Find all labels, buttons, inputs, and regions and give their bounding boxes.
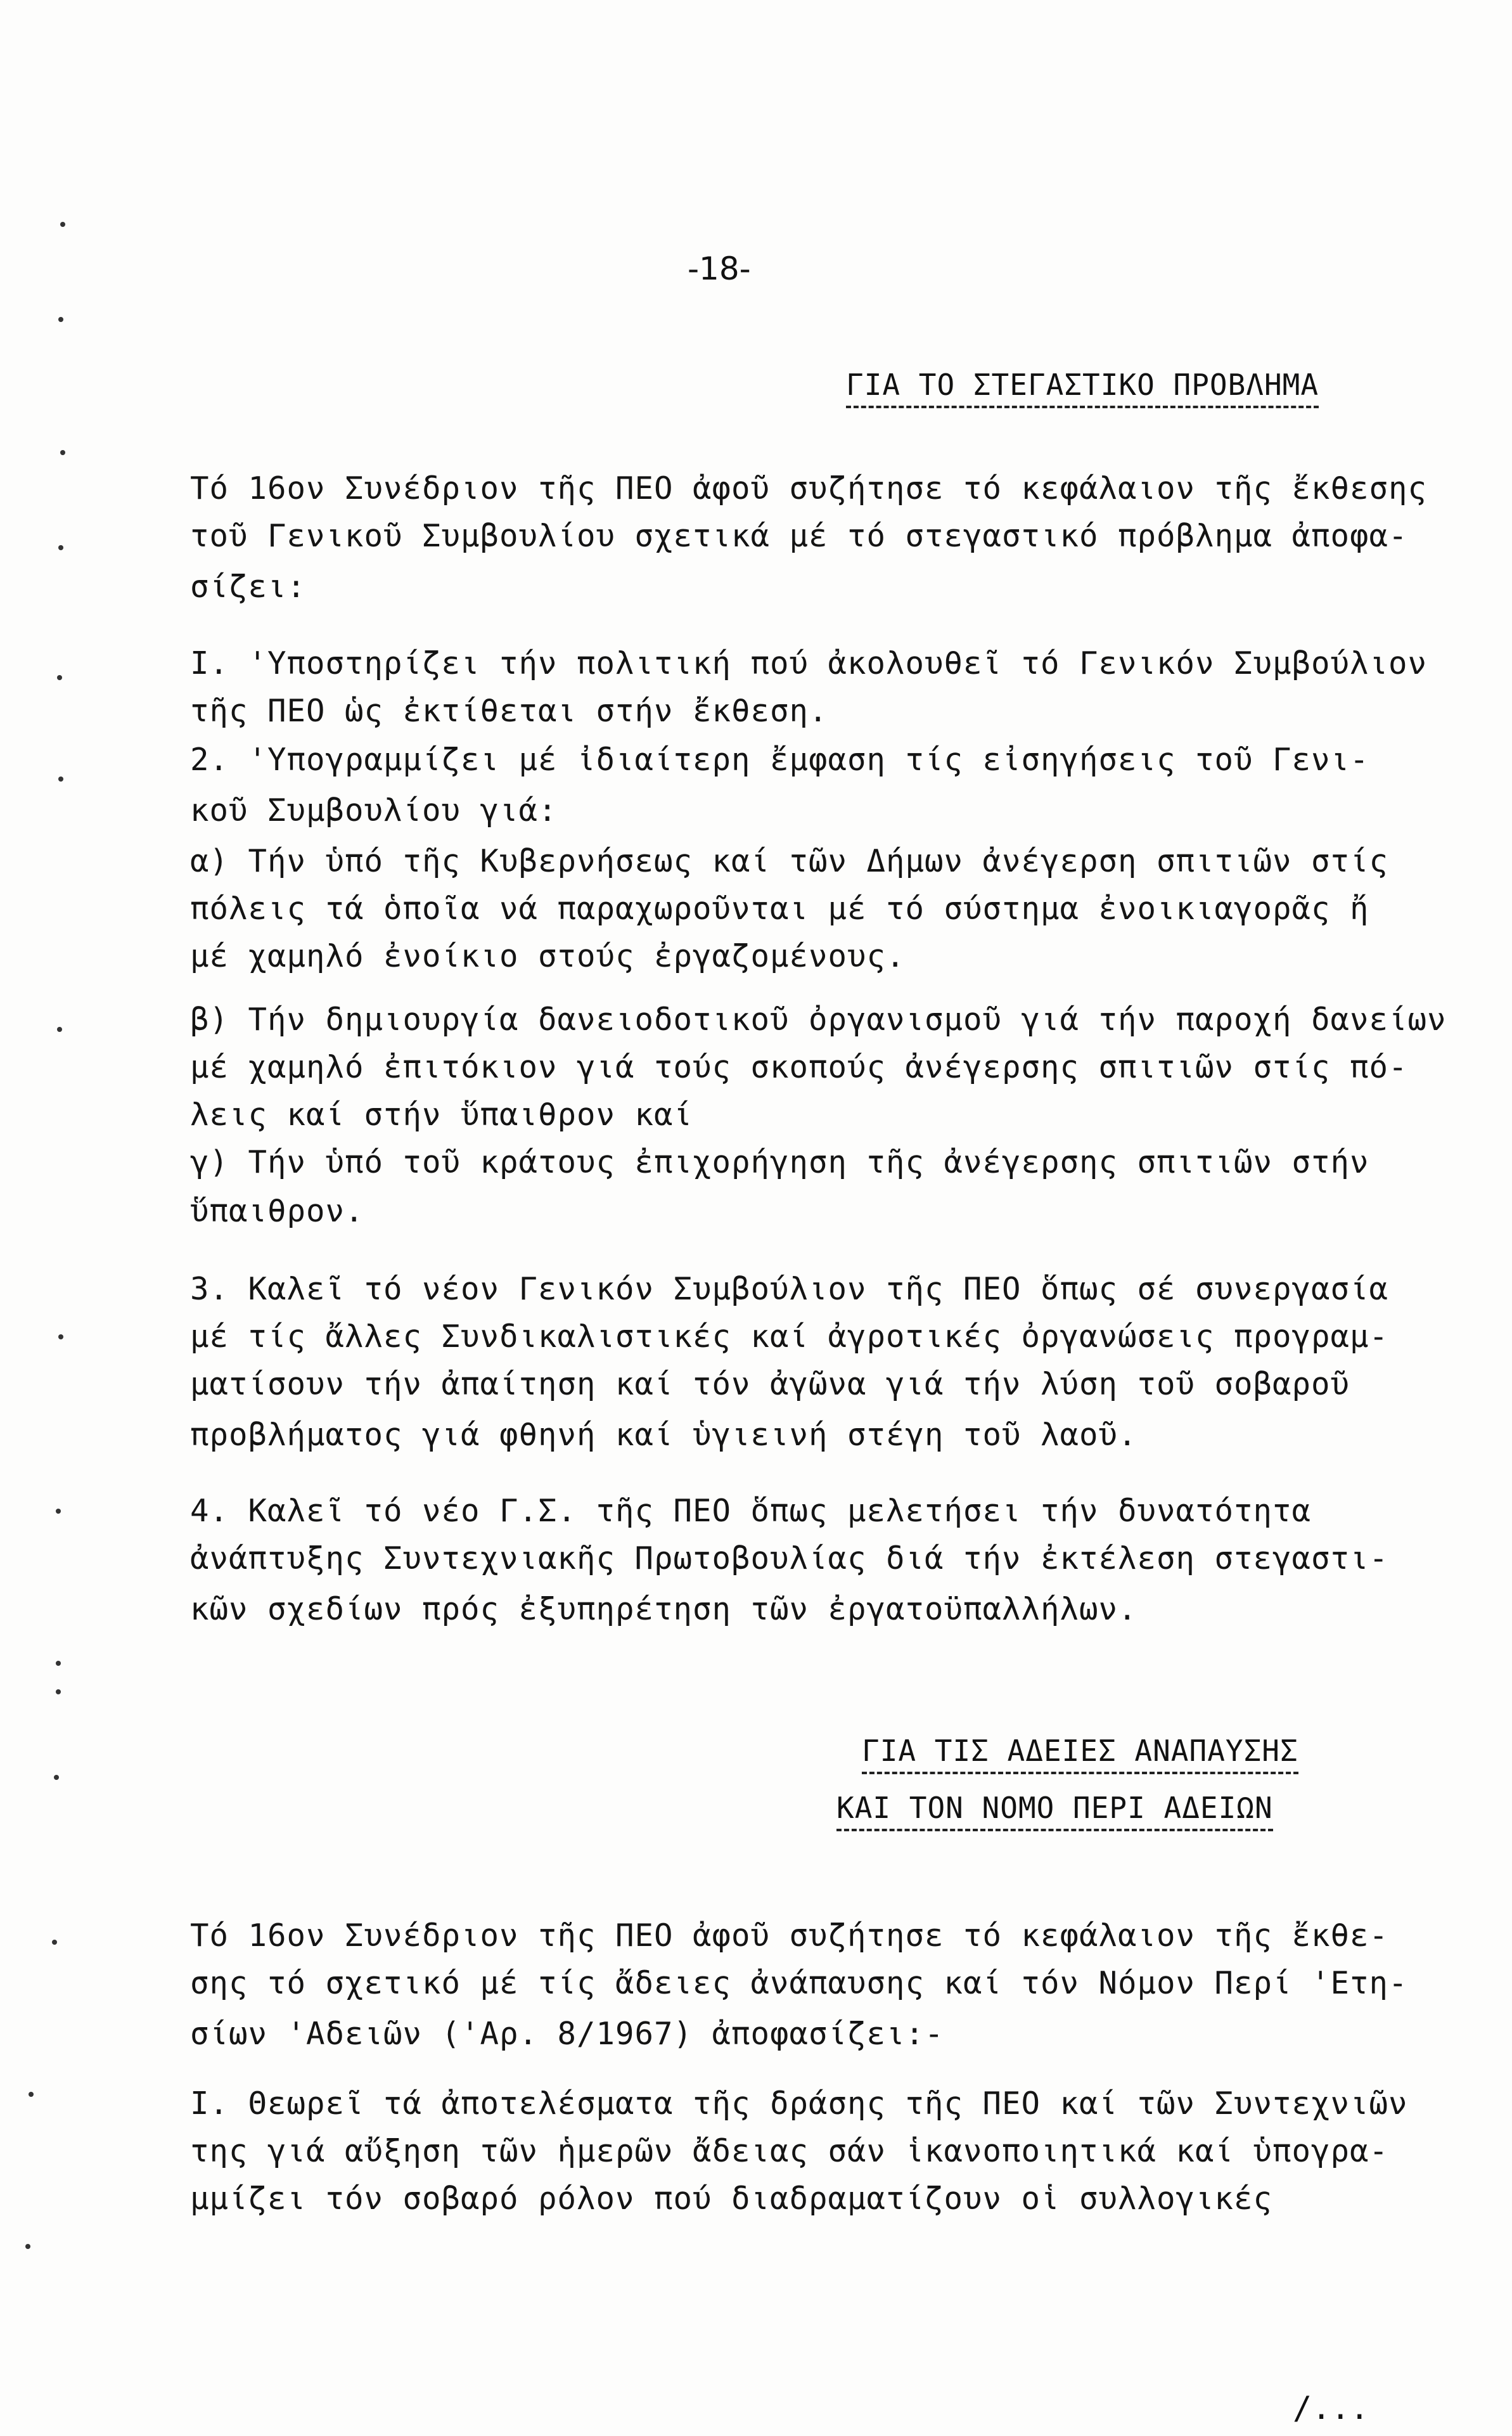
- text-line: β) Τήν δημιουργία δανειοδοτικοῦ ὀργανισμοῦ γιά τήν παροχή δανείων: [190, 1002, 1447, 1038]
- text-line: Τό 16ον Συνέδριον τῆς ΠΕΟ ἀφοῦ συζήτησε τό κεφάλαιον τῆς ἔκθε-: [190, 1917, 1389, 1954]
- text-line: μμίζει τόν σοβαρό ρόλον πού διαδραματίζουν οἱ συλλογικές: [190, 2181, 1273, 2217]
- scan-speck: [60, 450, 65, 455]
- text-line: Τό 16ον Συνέδριον τῆς ΠΕΟ ἀφοῦ συζήτησε τό κεφάλαιον τῆς ἔκθεσης: [190, 470, 1428, 506]
- scan-speck: [56, 1689, 61, 1694]
- text-line: I. 'Υποστηρίζει τήν πολιτική πού ἀκολουθεῖ τό Γενικόν Συμβούλιον: [190, 645, 1428, 681]
- section-heading-leave: [862, 1734, 1298, 1768]
- page-number: -18-: [688, 250, 751, 287]
- section-heading-leave-line1: ΓΙΑ ΤΙΣ ΑΔΕΙΕΣ ΑΝΑΠΑΥΣΗΣ: [862, 1734, 1298, 1774]
- section-heading-leave-line2: ΚΑΙ ΤΟΝ ΝΟΜΟ ΠΕΡΙ ΑΔΕΙΩΝ: [836, 1791, 1273, 1831]
- text-line: μέ χαμηλό ἐνοίκιο στούς ἐργαζομένους.: [190, 938, 906, 974]
- scan-speck: [58, 777, 63, 782]
- text-line: πόλεις τά ὁποῖα νά παραχωροῦνται μέ τό σύστημα ἐνοικιαγορᾶς ἤ: [190, 891, 1369, 927]
- text-line: σίων 'Αδειῶν ('Αρ. 8/1967) ἀποφασίζει:-: [190, 2016, 944, 2052]
- text-line: τῆς ΠΕΟ ὡς ἐκτίθεται στήν ἔκθεση.: [190, 693, 828, 729]
- scan-speck: [57, 1027, 62, 1032]
- scan-speck: [54, 1775, 59, 1780]
- continuation-mark: /...: [1293, 2390, 1369, 2426]
- scan-speck: [57, 675, 62, 680]
- text-line: ματίσουν τήν ἀπαίτηση καί τόν ἀγῶνα γιά τήν λύση τοῦ σοβαροῦ: [190, 1366, 1350, 1402]
- section-heading-housing-text: ΓΙΑ ΤΟ ΣΤΕΓΑΣΤΙΚΟ ΠΡΟΒΛΗΜΑ: [846, 368, 1319, 408]
- text-line: κοῦ Συμβουλίου γιά:: [190, 792, 558, 828]
- text-line: 2. 'Υπογραμμίζει μέ ἰδιαίτερη ἔμφαση τίς εἰσηγήσεις τοῦ Γενι-: [190, 742, 1369, 778]
- text-line: τοῦ Γενικοῦ Συμβουλίου σχετικά μέ τό στεγαστικό πρόβλημα ἀποφα-: [190, 518, 1408, 554]
- scan-speck: [52, 1940, 57, 1945]
- text-line: μέ τίς ἄλλες Συνδικαλιστικές καί ἀγροτικές ὀργανώσεις προγραμ-: [190, 1318, 1389, 1355]
- text-line: ἀνάπτυξης Συντεχνιακῆς Πρωτοβουλίας διά τήν ἐκτέλεση στεγαστι-: [190, 1540, 1389, 1576]
- scan-speck: [25, 2244, 30, 2249]
- scan-speck: [58, 545, 63, 550]
- text-line: ὕπαιθρον.: [190, 1193, 364, 1229]
- scan-speck: [58, 317, 63, 322]
- text-line: μέ χαμηλό ἐπιτόκιον γιά τούς σκοπούς ἀνέγερσης σπιτιῶν στίς πό-: [190, 1049, 1408, 1085]
- text-line: κῶν σχεδίων πρός ἐξυπηρέτηση τῶν ἐργατοϋπαλλήλων.: [190, 1591, 1137, 1627]
- text-line: σίζει:: [190, 569, 307, 605]
- section-heading-housing: [846, 368, 1319, 402]
- text-line: σης τό σχετικό μέ τίς ἄδειες ἀνάπαυσης καί τόν Νόμον Περί 'Ετη-: [190, 1965, 1408, 2001]
- text-line: γ) Τήν ὑπό τοῦ κράτους ἐπιχορήγηση τῆς ἀνέγερσης σπιτιῶν στήν: [190, 1144, 1369, 1180]
- text-line: 3. Καλεῖ τό νέον Γενικόν Συμβούλιον τῆς ΠΕΟ ὅπως σέ συνεργασία: [190, 1271, 1389, 1307]
- scan-speck: [60, 222, 65, 227]
- text-line: I. Θεωρεῖ τά ἀποτελέσματα τῆς δράσης τῆς ΠΕΟ καί τῶν Συντεχνιῶν: [190, 2085, 1408, 2122]
- text-line: α) Τήν ὑπό τῆς Κυβερνήσεως καί τῶν Δήμων ἀνέγερση σπιτιῶν στίς: [190, 843, 1389, 879]
- text-line: της γιά αὔξηση τῶν ἡμερῶν ἄδειας σάν ἱκανοποιητικά καί ὑπογρα-: [190, 2133, 1389, 2169]
- text-line: προβλήματος γιά φθηνή καί ὑγιεινή στέγη τοῦ λαοῦ.: [190, 1417, 1137, 1453]
- text-line: 4. Καλεῖ τό νέο Γ.Σ. τῆς ΠΕΟ ὅπως μελετήσει τήν δυνατότητα: [190, 1493, 1312, 1529]
- scan-speck: [58, 1334, 63, 1339]
- scan-speck: [56, 1509, 61, 1514]
- scan-speck: [56, 1661, 61, 1666]
- section-heading-leave-subtitle: [836, 1791, 1273, 1825]
- text-line: λεις καί στήν ὕπαιθρον καί: [190, 1097, 693, 1133]
- scan-speck: [29, 2092, 34, 2097]
